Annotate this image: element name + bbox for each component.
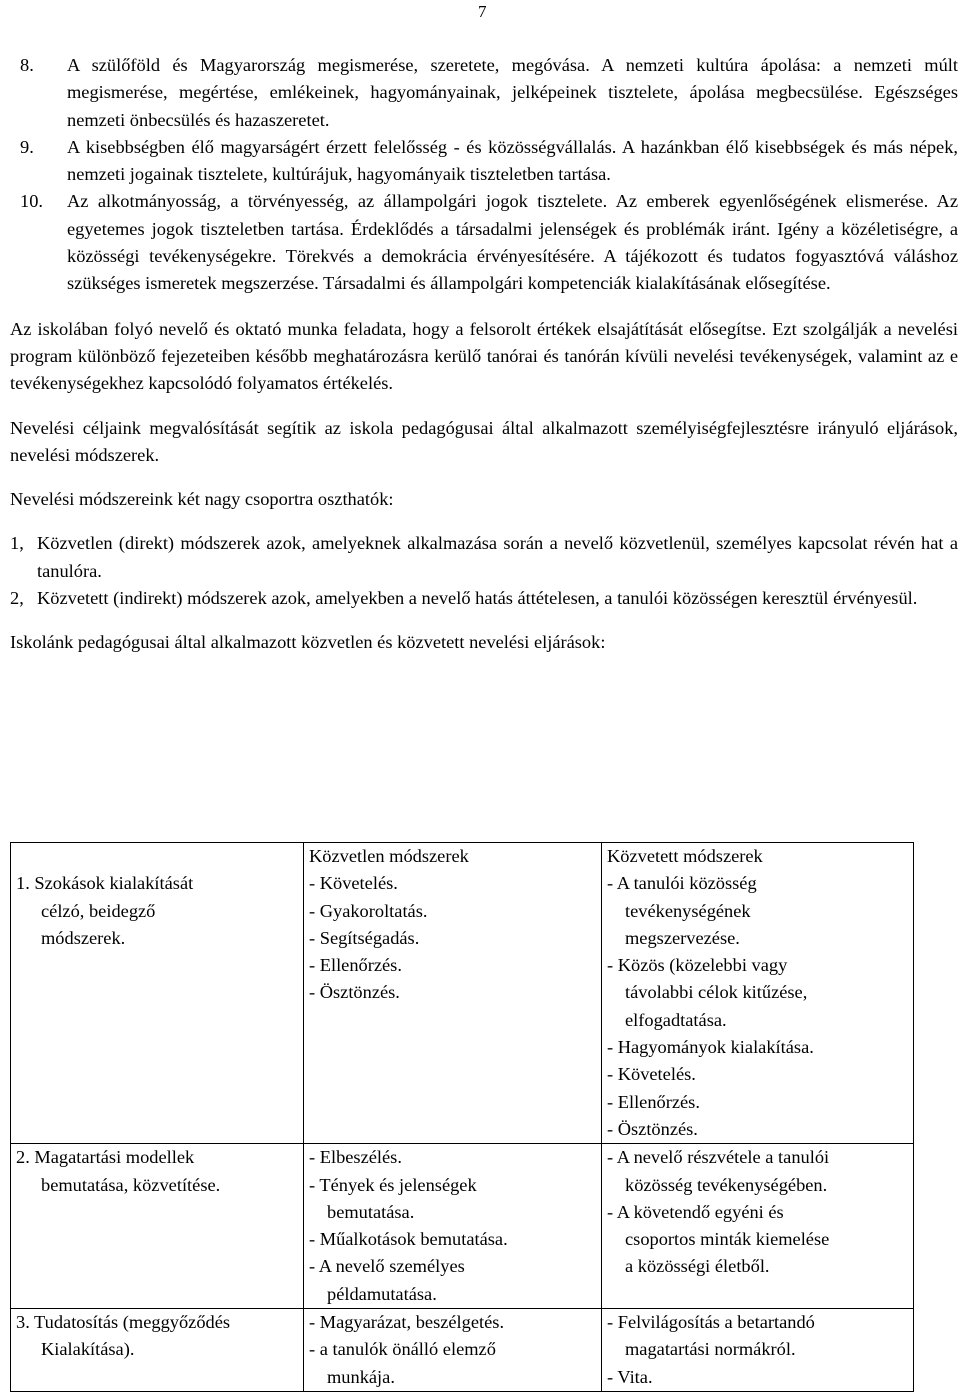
table-row [11, 1309, 914, 1392]
cell-line: tevékenységének [625, 900, 751, 921]
cell-line: 1. Szokások kialakítását [16, 873, 194, 894]
cell-line: - Vita. [607, 1366, 653, 1387]
cell-line: - A követendő egyéni és [607, 1201, 784, 1222]
cell-line: - Felvilágosítás a betartandó [607, 1312, 815, 1333]
cell-line: - Ellenőrzés. [607, 1091, 700, 1112]
table-cell-indirect [602, 1144, 914, 1309]
table-header-cell: Közvetett módszerek [602, 843, 914, 871]
list-item-text: A kisebbségben élő magyarságért érzett felelősség - és közösségvállalás. A hazánkban élő kisebbségek és más népek, nemzeti jogainak tisztelete, kultúrájuk, hagyományaik tiszteletben tartása. [67, 136, 958, 185]
list-item-number: 10. [20, 191, 43, 212]
table-cell-procedure [11, 870, 304, 1143]
cell-line: 2. Magatartási modellek [16, 1147, 195, 1168]
cell-line: - Elbeszélés. [309, 1147, 402, 1168]
cell-line: - Közös (közelebbi vagy [607, 955, 788, 976]
cell-line: - Követelés. [607, 1064, 696, 1085]
cell-line: - Hagyományok kialakítása. [607, 1037, 814, 1058]
cell-line: 3. Tudatosítás (meggyőződés [16, 1312, 231, 1333]
list-item [10, 134, 958, 189]
cell-line: a közösségi életből. [625, 1256, 770, 1277]
method-direct [10, 530, 958, 585]
cell-line: - Gyakoroltatás. [309, 900, 428, 921]
paragraph-table-intro: Iskolánk pedagógusai által alkalmazott közvetlen és közvetett nevelési eljárások: [10, 632, 606, 653]
table-cell-procedure [11, 1309, 304, 1392]
cell-line: csoportos minták kiemelése [625, 1229, 830, 1250]
document-body [10, 52, 958, 1387]
cell-line: módszerek. [41, 927, 126, 948]
table-header-cell: Közvetlen módszerek [304, 843, 602, 871]
method-text: Közvetlen (direkt) módszerek azok, amelyeknek alkalmazása során a nevelő közvetlenül, személyes kapcsolat révén hat a tanulóra. [37, 533, 958, 581]
list-item [10, 188, 958, 297]
values-list [10, 52, 958, 298]
method-number: 2, [10, 588, 24, 609]
cell-line: - Ösztönzés. [607, 1118, 698, 1139]
cell-line: munkája. [327, 1366, 395, 1387]
list-item-number: 9. [20, 136, 34, 157]
cell-line: - Műalkotások bemutatása. [309, 1229, 508, 1250]
paragraph-methods-intro: Nevelési módszereink két nagy csoportra oszthatók: [10, 489, 394, 510]
cell-line: - A nevelő részvétele a tanulói [607, 1147, 830, 1168]
table-cell-direct [304, 870, 602, 1143]
cell-line: - Segítségadás. [309, 927, 420, 948]
method-number: 1, [10, 533, 24, 554]
method-text: Közvetett (indirekt) módszerek azok, amelyekben a nevelő hatás áttételesen, a tanulói közösségen keresztül érvényesül. [37, 588, 918, 609]
cell-line: - Tények és jelenségek [309, 1174, 477, 1195]
method-indirect [10, 585, 958, 612]
list-item [10, 52, 958, 134]
table-row [11, 1144, 914, 1309]
cell-line: bemutatása. [327, 1201, 415, 1222]
list-item-text: Az alkotmányosság, a törvényesség, az állampolgári jogok tisztelete. Az emberek egyenlőségének elismerése. Az egyetemes jogok tiszteletben tartása. Érdeklődés a társadalmi jelenségek és problémák iránt. Igény a közéletiségre, a közösségi tevékenységekre. Törekvés a demokrácia érvényesítésére. A tájékozott és tudatos fogyasztóvá váláshoz szükséges ismeretek megszerzése. Társadalmi és állampolgári kompetenciák kialakításának elősegítése. [67, 191, 958, 294]
cell-line: elfogadtatása. [625, 1009, 727, 1030]
cell-line: közösség tevékenységében. [625, 1174, 828, 1195]
cell-line: Kialakítása). [41, 1339, 135, 1360]
cell-line: példamutatása. [327, 1283, 437, 1304]
table-header-row [11, 843, 914, 871]
cell-line: - A nevelő személyes [309, 1256, 465, 1277]
cell-line: - Ellenőrzés. [309, 955, 402, 976]
table-header-cell [11, 843, 304, 871]
cell-line: célzó, beidegző [41, 900, 156, 921]
table-cell-indirect [602, 1309, 914, 1392]
table-cell-direct [304, 1144, 602, 1309]
paragraph-task: Az iskolában folyó nevelő és oktató munka feladata, hogy a felsorolt értékek elsajátítását elősegítse. Ezt szolgálják a nevelési program különböző fejezeteiben később meghatározásra kerülő tanórai és tanórán kívüli nevelési tevékenységek, valamint az e tevékenységekhez kapcsolódó folyamatos értékelés. [10, 318, 958, 394]
table-cell-indirect [602, 870, 914, 1143]
table-cell-procedure [11, 1144, 304, 1309]
cell-line: megszervezése. [625, 927, 740, 948]
cell-line: - Követelés. [309, 873, 398, 894]
cell-line: távolabbi célok kitűzése, [625, 982, 808, 1003]
list-item-text: A szülőföld és Magyarország megismerése, szeretete, megóvása. A nemzeti kultúra ápolása: a nemzeti múlt megismerése, megértése, emlékeinek, hagyományainak, jelképeinek tisztelete, ápolása megbecsülése. Egészséges nemzeti önbecsülés és hazaszeretet. [67, 55, 958, 130]
paragraph-goals: Nevelési céljaink megvalósítását segítik az iskola pedagógusai által alkalmazott személyiségfejlesztésre irányuló eljárások, nevelési módszerek. [10, 417, 958, 465]
table-row [11, 870, 914, 1143]
page-number: 7 [478, 2, 487, 21]
cell-line: magatartási normákról. [625, 1339, 796, 1360]
cell-line: - A tanulói közösség [607, 873, 757, 894]
cell-line: - Ösztönzés. [309, 982, 400, 1003]
list-item-number: 8. [20, 55, 34, 75]
cell-line: - Magyarázat, beszélgetés. [309, 1312, 505, 1333]
methods-table [10, 842, 914, 1392]
cell-line: - a tanulók önálló elemző [309, 1339, 496, 1360]
cell-line: bemutatása, közvetítése. [41, 1174, 221, 1195]
table-cell-direct [304, 1309, 602, 1392]
